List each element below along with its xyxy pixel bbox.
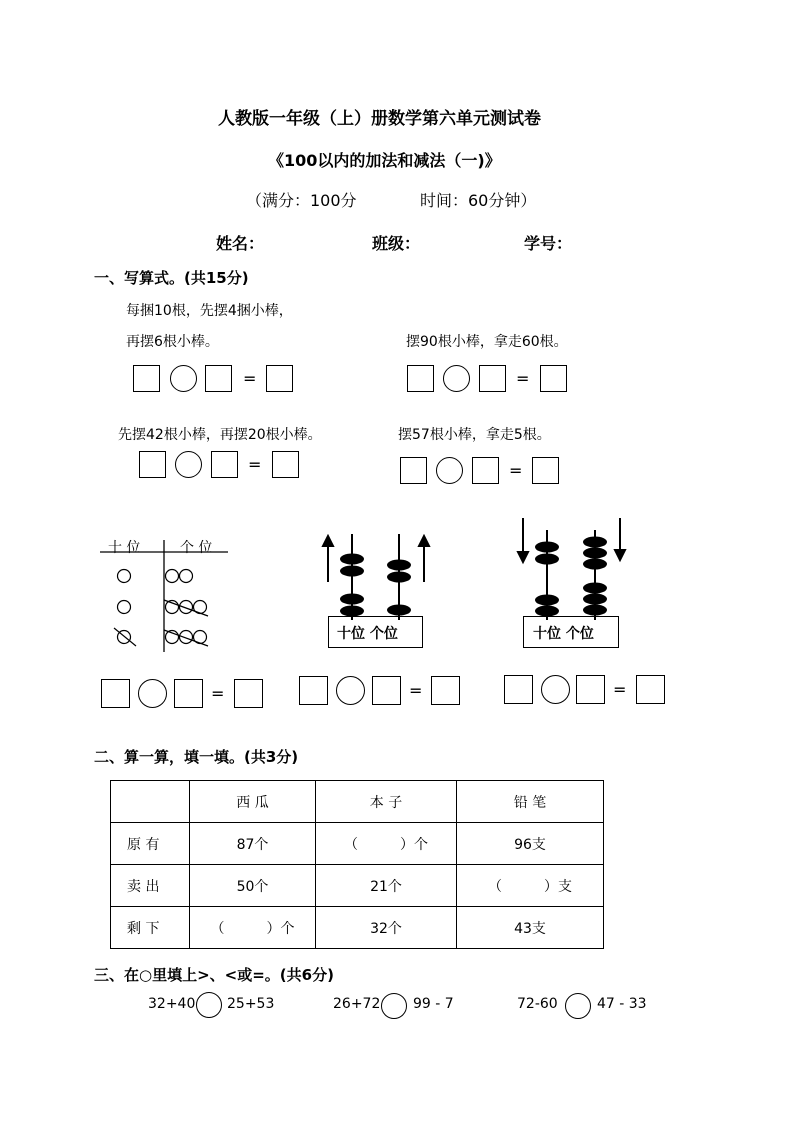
answer-box[interactable] bbox=[532, 457, 559, 484]
problem3-text: 先摆42根小棒，再摆20根小棒。 bbox=[118, 427, 322, 443]
compare-left: 26+72 bbox=[333, 996, 381, 1012]
table-cell[interactable]: （ ）个 bbox=[316, 823, 457, 865]
name-label: 姓名： bbox=[216, 234, 265, 253]
answer-box[interactable] bbox=[400, 457, 427, 484]
table-row bbox=[111, 823, 604, 865]
answer-box[interactable] bbox=[211, 451, 238, 478]
row-label: 原 有 bbox=[111, 823, 190, 865]
compare-left: 72-60 bbox=[517, 996, 558, 1012]
compare-circle[interactable] bbox=[381, 993, 407, 1019]
equals-sign: = bbox=[613, 680, 627, 699]
compare-circle[interactable] bbox=[565, 993, 591, 1019]
operator-circle[interactable] bbox=[443, 365, 470, 392]
answer-box[interactable] bbox=[479, 365, 506, 392]
answer-box[interactable] bbox=[407, 365, 434, 392]
table-cell: 96支 bbox=[457, 823, 604, 865]
abacus-subtracting bbox=[512, 516, 632, 622]
equals-sign: = bbox=[211, 684, 225, 703]
abacus-adding bbox=[318, 534, 438, 622]
answer-box[interactable] bbox=[139, 451, 166, 478]
operator-circle[interactable] bbox=[436, 457, 463, 484]
answer-box[interactable] bbox=[504, 675, 533, 704]
answer-box[interactable] bbox=[205, 365, 232, 392]
answer-box[interactable] bbox=[299, 676, 328, 705]
answer-box[interactable] bbox=[636, 675, 665, 704]
row-label: 剩 下 bbox=[111, 907, 190, 949]
operator-circle[interactable] bbox=[138, 679, 167, 708]
problem1-line2: 再摆6根小棒。 bbox=[126, 334, 219, 350]
abacus-label: 十位 个位 bbox=[337, 626, 398, 642]
answer-box[interactable] bbox=[234, 679, 263, 708]
equals-sign: = bbox=[516, 369, 530, 388]
table-cell[interactable]: （ ）支 bbox=[457, 865, 604, 907]
table-cell[interactable]: （ ）个 bbox=[190, 907, 316, 949]
equals-sign: = bbox=[409, 681, 423, 700]
student-id-label: 学号： bbox=[524, 234, 573, 253]
table-cell: 50个 bbox=[190, 865, 316, 907]
table-cell: 87个 bbox=[190, 823, 316, 865]
answer-box[interactable] bbox=[472, 457, 499, 484]
operator-circle[interactable] bbox=[541, 675, 570, 704]
table-header-cell: 西 瓜 bbox=[190, 781, 316, 823]
page-subtitle: 《100以内的加法和减法（一)》 bbox=[268, 151, 501, 170]
table-header-row bbox=[111, 781, 604, 823]
equals-sign: = bbox=[243, 369, 257, 388]
answer-box[interactable] bbox=[174, 679, 203, 708]
operator-circle[interactable] bbox=[336, 676, 365, 705]
section1-heading: 一、写算式。(共15分) bbox=[94, 269, 249, 287]
section3-heading: 三、在○里填上>、<或=。(共6分) bbox=[94, 966, 334, 984]
problem1-line1: 每捆10根，先摆4捆小棒， bbox=[126, 303, 293, 319]
operator-circle[interactable] bbox=[175, 451, 202, 478]
compare-right: 99 - 7 bbox=[413, 996, 454, 1012]
table-cell: 21个 bbox=[316, 865, 457, 907]
table-header-cell: 本 子 bbox=[316, 781, 457, 823]
table-header-cell: 铅 笔 bbox=[457, 781, 604, 823]
full-score: （满分：100分 bbox=[246, 191, 357, 210]
place-value-chart bbox=[96, 540, 236, 656]
answer-box[interactable] bbox=[272, 451, 299, 478]
compare-right: 47 - 33 bbox=[597, 996, 647, 1012]
answer-box[interactable] bbox=[540, 365, 567, 392]
row-label: 卖 出 bbox=[111, 865, 190, 907]
operator-circle[interactable] bbox=[170, 365, 197, 392]
compare-left: 32+40 bbox=[148, 996, 196, 1012]
answer-box[interactable] bbox=[431, 676, 460, 705]
answer-box[interactable] bbox=[266, 365, 293, 392]
equals-sign: = bbox=[248, 455, 262, 474]
answer-box[interactable] bbox=[576, 675, 605, 704]
abacus-label-box bbox=[328, 616, 423, 648]
time-limit: 时间：60分钟） bbox=[420, 191, 537, 210]
page-title: 人教版一年级（上）册数学第六单元测试卷 bbox=[218, 109, 541, 129]
abacus-label-box bbox=[523, 616, 619, 648]
tens-header: 十 位 bbox=[108, 540, 141, 556]
class-label: 班级： bbox=[372, 234, 421, 253]
table-cell: 43支 bbox=[457, 907, 604, 949]
abacus-label: 十位 个位 bbox=[533, 626, 594, 642]
section2-heading: 二、算一算，填一填。(共3分) bbox=[94, 748, 299, 766]
ones-header: 个 位 bbox=[180, 540, 213, 556]
sales-table bbox=[110, 780, 604, 949]
table-row bbox=[111, 907, 604, 949]
table-cell: 32个 bbox=[316, 907, 457, 949]
answer-box[interactable] bbox=[372, 676, 401, 705]
compare-circle[interactable] bbox=[196, 992, 222, 1018]
equals-sign: = bbox=[509, 461, 523, 480]
problem4-text: 摆57根小棒，拿走5根。 bbox=[398, 427, 551, 443]
compare-right: 25+53 bbox=[227, 996, 275, 1012]
table-row bbox=[111, 865, 604, 907]
answer-box[interactable] bbox=[133, 365, 160, 392]
table-header-cell bbox=[111, 781, 190, 823]
answer-box[interactable] bbox=[101, 679, 130, 708]
problem2-text: 摆90根小棒，拿走60根。 bbox=[406, 334, 568, 350]
